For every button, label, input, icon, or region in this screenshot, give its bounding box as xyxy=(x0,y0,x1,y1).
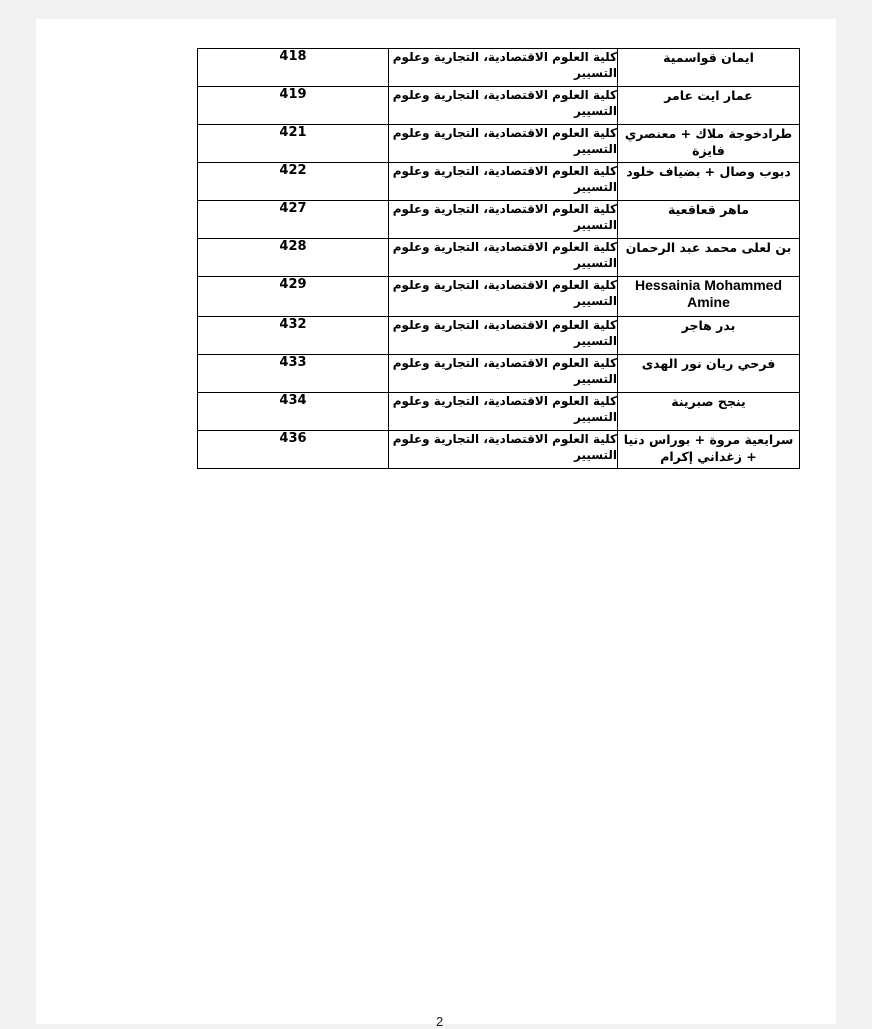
table-row xyxy=(198,355,800,393)
student-name: ماهر قعاقعية xyxy=(618,201,800,239)
table-row xyxy=(198,393,800,431)
faculty-name: كلية العلوم الاقتصادية، التجارية وعلوم التسيير xyxy=(389,431,618,469)
document-page xyxy=(36,19,836,1029)
faculty-name: كلية العلوم الاقتصادية، التجارية وعلوم التسيير xyxy=(389,49,618,87)
faculty-name: كلية العلوم الاقتصادية، التجارية وعلوم التسيير xyxy=(389,163,618,201)
results-table-body xyxy=(198,49,800,469)
entry-number: 436 xyxy=(198,431,389,469)
page-number: 2 xyxy=(436,1014,444,1029)
entry-number: 432 xyxy=(198,317,389,355)
table-row xyxy=(198,125,800,163)
results-table xyxy=(197,48,800,469)
entry-number: 434 xyxy=(198,393,389,431)
faculty-name: كلية العلوم الاقتصادية، التجارية وعلوم التسيير xyxy=(389,125,618,163)
faculty-name: كلية العلوم الاقتصادية، التجارية وعلوم التسيير xyxy=(389,277,618,317)
faculty-name: كلية العلوم الاقتصادية، التجارية وعلوم التسيير xyxy=(389,393,618,431)
entry-number: 421 xyxy=(198,125,389,163)
student-name: فرحي ريان نور الهدى xyxy=(618,355,800,393)
faculty-name: كلية العلوم الاقتصادية، التجارية وعلوم التسيير xyxy=(389,239,618,277)
faculty-name: كلية العلوم الاقتصادية، التجارية وعلوم التسيير xyxy=(389,355,618,393)
student-name: طرادخوجة ملاك + معنصري فايزة xyxy=(618,125,800,163)
table-row xyxy=(198,277,800,317)
student-name: Hessainia Mohammed Amine xyxy=(618,277,800,317)
entry-number: 418 xyxy=(198,49,389,87)
student-name: بدر هاجر xyxy=(618,317,800,355)
entry-number: 422 xyxy=(198,163,389,201)
faculty-name: كلية العلوم الاقتصادية، التجارية وعلوم التسيير xyxy=(389,201,618,239)
faculty-name: كلية العلوم الاقتصادية، التجارية وعلوم التسيير xyxy=(389,87,618,125)
table-row xyxy=(198,239,800,277)
student-name: بن لعلى محمد عبد الرحمان xyxy=(618,239,800,277)
table-row xyxy=(198,87,800,125)
student-name: عمار ايت عامر xyxy=(618,87,800,125)
student-name: سرايعية مروة + بوراس دنيا + زغداني إكرام xyxy=(618,431,800,469)
entry-number: 433 xyxy=(198,355,389,393)
table-row xyxy=(198,49,800,87)
entry-number: 419 xyxy=(198,87,389,125)
table-row xyxy=(198,317,800,355)
entry-number: 428 xyxy=(198,239,389,277)
student-name: دبوب وصال + بضياف خلود xyxy=(618,163,800,201)
student-name: ينجح صبرينة xyxy=(618,393,800,431)
faculty-name: كلية العلوم الاقتصادية، التجارية وعلوم التسيير xyxy=(389,317,618,355)
entry-number: 427 xyxy=(198,201,389,239)
table-row xyxy=(198,163,800,201)
student-name: ايمان قواسمية xyxy=(618,49,800,87)
table-row xyxy=(198,431,800,469)
entry-number: 429 xyxy=(198,277,389,317)
table-row xyxy=(198,201,800,239)
